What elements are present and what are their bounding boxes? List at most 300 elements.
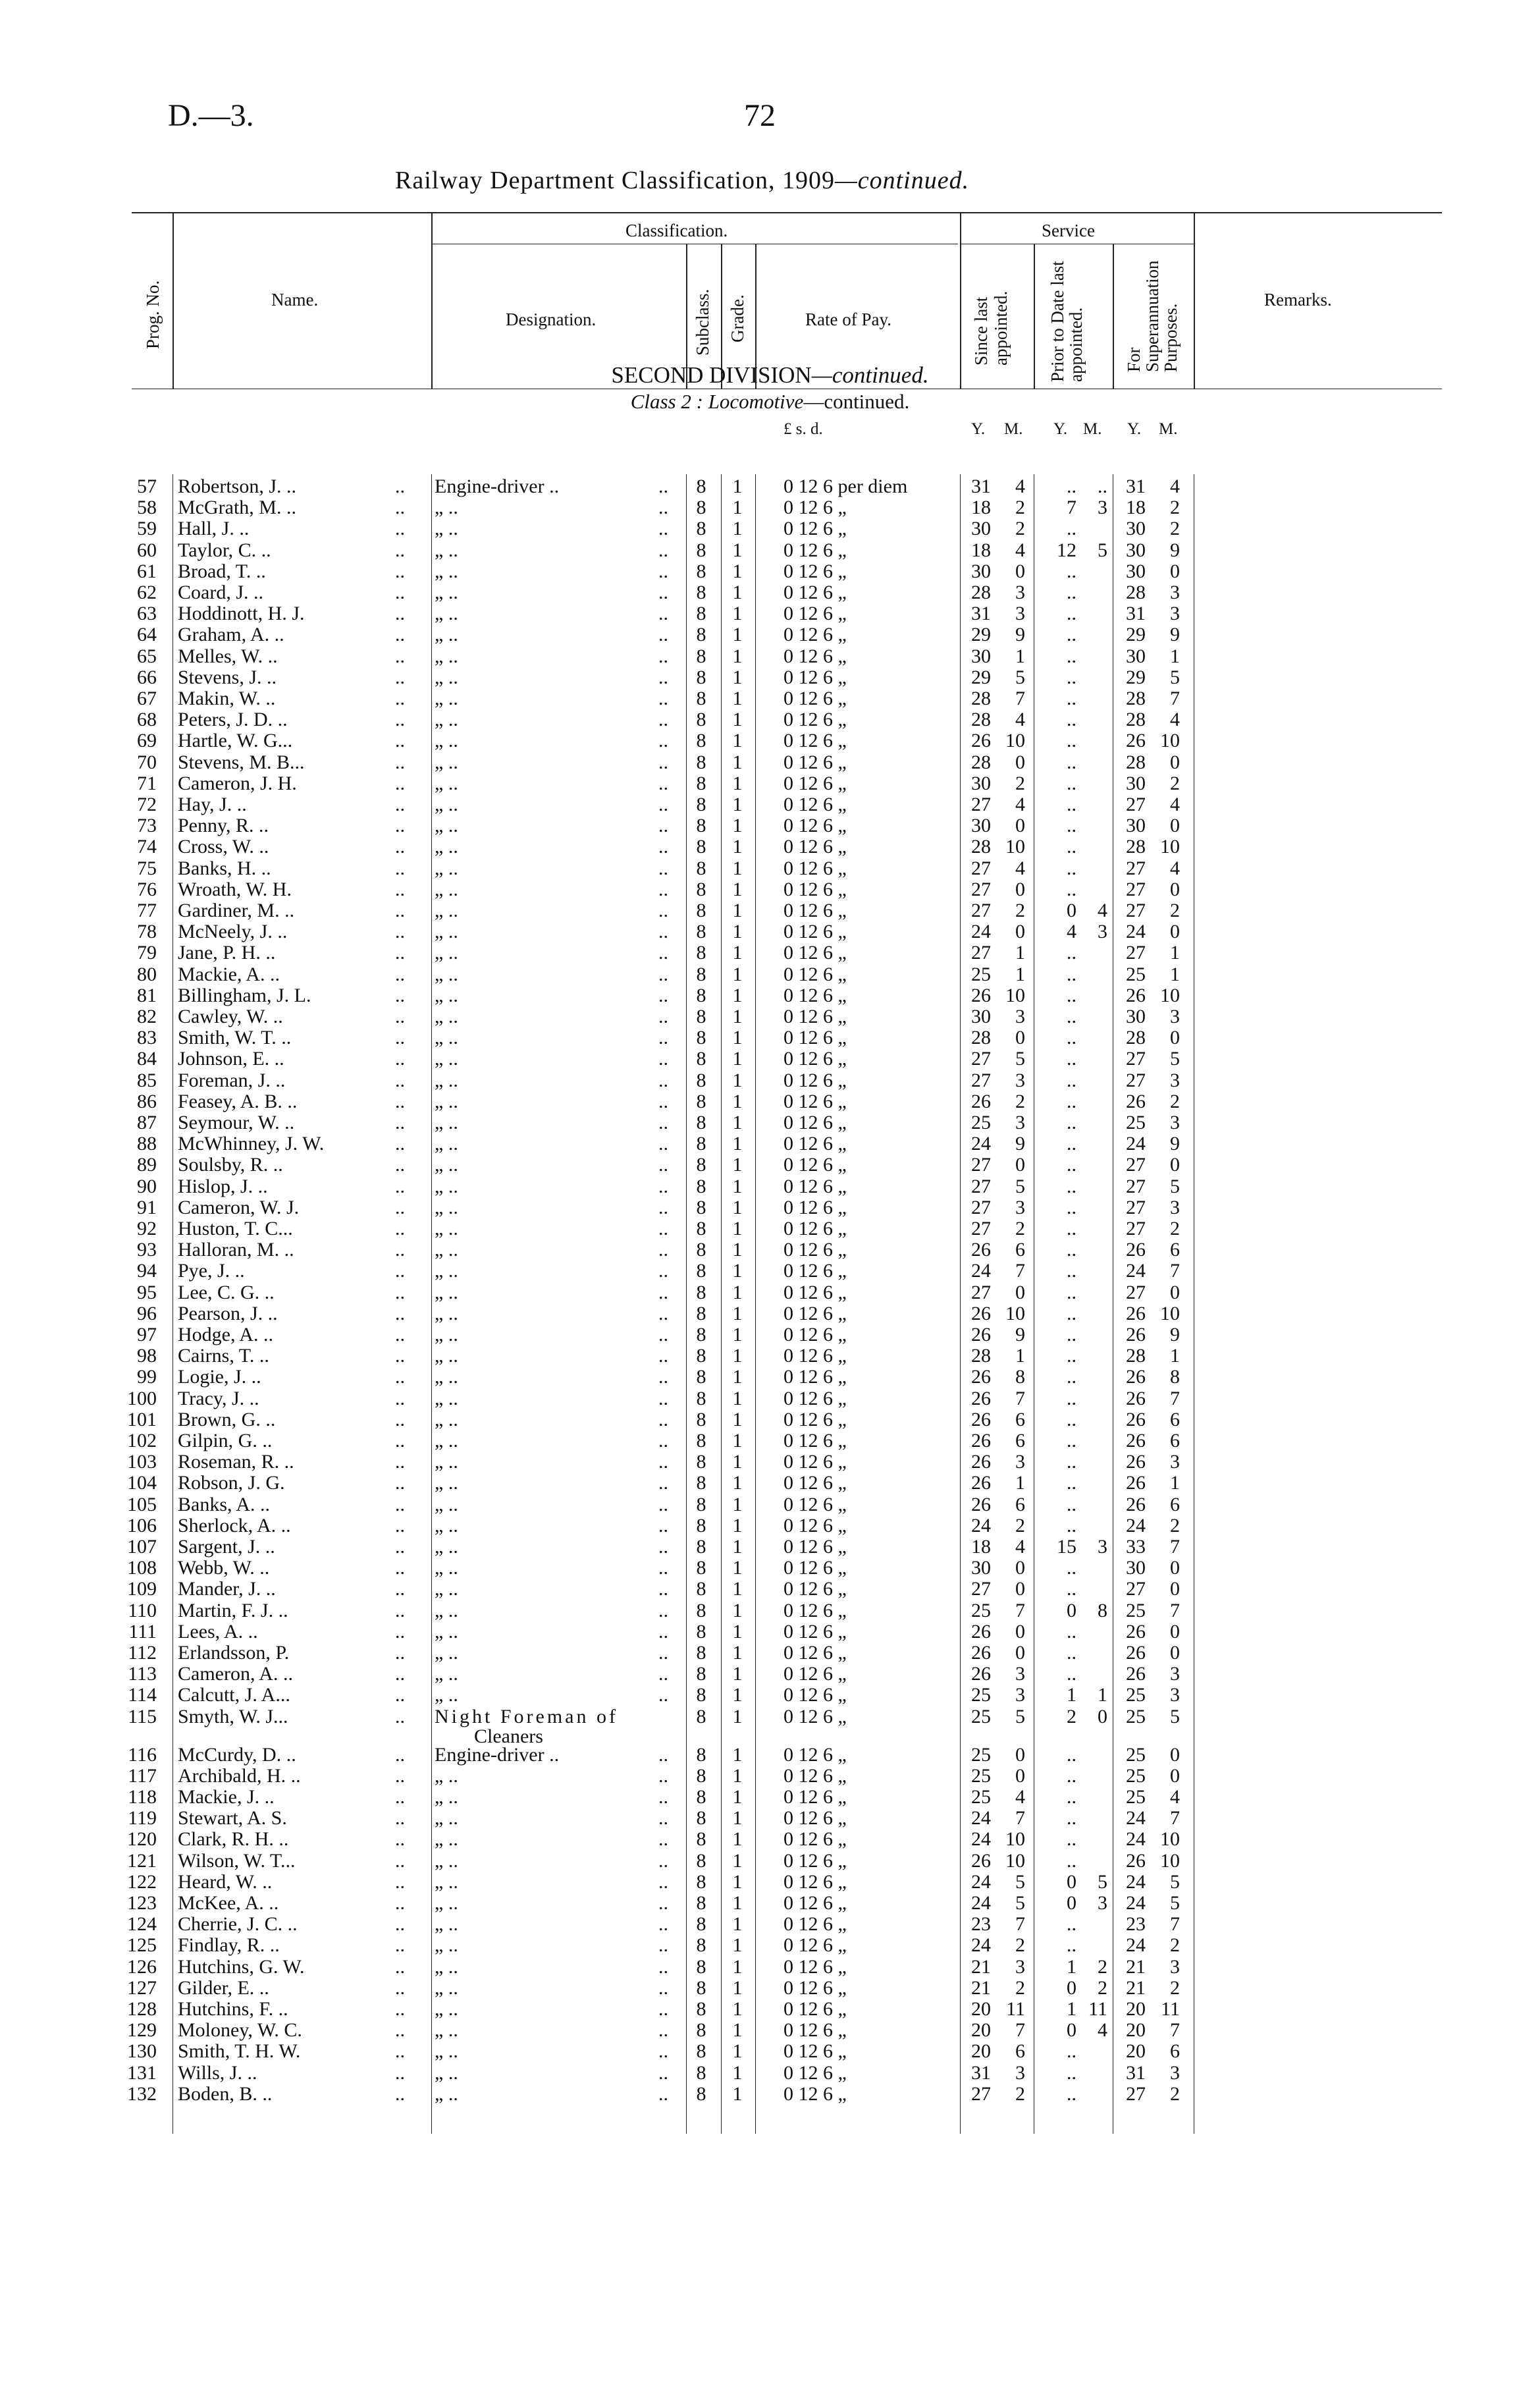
leader-dots: .. [658,1345,668,1367]
since-last-years-cell: 24 [971,1892,991,1914]
leader-dots: .. [658,709,668,731]
prog-no-cell: 62 [137,582,157,603]
name-cell: Robertson, J. .. [178,475,296,497]
page-title [395,166,969,195]
super-months-cell: 0 [1170,921,1180,943]
grade-cell: 1 [732,1642,743,1664]
leader-dots: .. [395,1976,405,1999]
prior-months-cell: .. [1098,475,1107,497]
since-last-months-cell: 0 [1015,815,1025,837]
table-row [0,773,1540,795]
class-suffix: —continued. [803,390,910,413]
super-years-cell: 27 [1126,1175,1146,1197]
prior-years-cell: .. [1067,1048,1076,1070]
leader-dots: .. [395,1892,405,1914]
prior-years-cell: 0 [1067,1870,1076,1893]
designation-cell: „ .. [435,921,458,943]
table-row [0,900,1540,922]
prior-years-cell: .. [1067,2061,1076,2084]
leader-dots: .. [395,582,405,603]
rate-of-pay-cell: 0 12 6 „ [783,984,847,1006]
table-row [0,582,1540,604]
name-cell: Sargent, J. .. [178,1536,275,1558]
leader-dots: .. [658,1472,668,1494]
grade-cell: 1 [732,815,743,837]
since-last-years-cell: 27 [971,878,991,900]
subclass-cell: 8 [696,1705,706,1727]
grade-header: Grade. [728,294,747,342]
name-cell: Wilson, W. T... [178,1849,296,1872]
grade-cell: 1 [732,1281,743,1303]
designation-cell: „ .. [435,1218,458,1239]
since-last-months-cell: 0 [1015,1557,1025,1579]
since-last-months-cell: 3 [1015,1112,1025,1133]
prior-years-cell: .. [1067,1133,1076,1155]
prior-years-cell: .. [1067,1090,1076,1112]
prior-months-cell: 4 [1098,900,1107,921]
designation-cell: „ .. [435,1366,458,1388]
super-years-cell: 18 [1126,497,1146,519]
prog-no-cell: 91 [137,1196,157,1218]
super-years-cell: 30 [1126,772,1146,794]
super-years-cell: 30 [1126,1557,1146,1579]
prog-no-cell: 124 [127,1913,157,1936]
prior-years-cell: .. [1067,1743,1076,1766]
leader-dots: .. [658,603,668,625]
prog-no-cell: 61 [137,560,157,582]
prog-no-cell: 112 [128,1642,157,1664]
since-last-years-cell: 24 [971,1870,991,1893]
since-last-years-cell: 27 [971,1154,991,1176]
name-cell: McNeely, J. .. [178,921,288,943]
prog-no-cell: 79 [137,942,157,964]
super-months-cell: 0 [1170,751,1180,773]
since-last-years-cell: 25 [971,1764,991,1787]
leader-dots: .. [658,1175,668,1197]
table-row [0,1705,1540,1747]
subclass-cell: 8 [696,539,706,561]
designation-cell: „ .. [435,900,458,921]
since-last-months-cell: 7 [1015,1599,1025,1621]
designation-cell: „ .. [435,942,458,964]
name-cell: Hall, J. .. [178,518,250,540]
super-months-cell: 3 [1170,1006,1180,1027]
subclass-cell: 8 [696,1557,706,1579]
super-months-cell: 5 [1170,1175,1180,1197]
grade-cell: 1 [732,475,743,497]
since-last-months-cell: 0 [1015,1027,1025,1049]
since-last-years-cell: 28 [971,836,991,858]
subclass-cell: 8 [696,1366,706,1388]
since-last-years-cell: 26 [971,1387,991,1409]
prior-months-cell: 3 [1098,497,1107,519]
super-months-cell: 7 [1170,1536,1180,1558]
prior-years-cell: .. [1067,1302,1076,1324]
since-last-months-cell: 5 [1015,1892,1025,1914]
since-last-months-cell: 9 [1015,624,1025,646]
super-years-cell: 27 [1126,1218,1146,1239]
grade-cell: 1 [732,1196,743,1218]
grade-cell: 1 [732,1324,743,1345]
since-last-years-cell: 28 [971,751,991,773]
rate-of-pay-cell: 0 12 6 „ [783,603,847,625]
name-cell: Halloran, M. .. [178,1239,294,1261]
title-suffix: —continued. [834,167,970,194]
rate-of-pay-cell: 0 12 6 „ [783,1345,847,1367]
since-last-years-cell: 30 [971,518,991,540]
name-cell: Webb, W. .. [178,1557,270,1579]
leader-dots: .. [658,1260,668,1282]
prior-years-cell: .. [1067,963,1076,985]
super-years-cell: 28 [1126,582,1146,603]
prior-months-cell: 11 [1088,1998,1107,2020]
leader-dots: .. [658,984,668,1006]
subclass-cell: 8 [696,2040,706,2063]
grade-cell: 1 [732,1955,743,1978]
since-last-months-cell: 10 [1005,836,1025,858]
designation-cell: „ .. [435,730,458,752]
designation-cell: „ .. [435,497,458,519]
since-last-months-cell: 10 [1005,730,1025,752]
super-years-cell: 24 [1126,1934,1146,1957]
grade-cell: 1 [732,1112,743,1133]
grade-cell: 1 [732,963,743,985]
rate-of-pay-cell: 0 12 6 „ [783,1493,847,1515]
super-years-cell: 27 [1126,2082,1146,2105]
leader-dots: .. [658,1955,668,1978]
subclass-cell: 8 [696,560,706,582]
table-row [0,1934,1540,1957]
since-last-years-cell: 18 [971,497,991,519]
leader-dots: .. [395,1493,405,1515]
grade-cell: 1 [732,1069,743,1091]
rate-of-pay-cell: 0 12 6 „ [783,1006,847,1027]
prior-years-cell: .. [1067,1578,1076,1600]
leader-dots: .. [395,1764,405,1787]
prior-years-cell: .. [1067,1112,1076,1133]
grade-cell: 1 [732,730,743,752]
rate-of-pay-cell: 0 12 6 „ [783,1196,847,1218]
name-cell: Calcutt, J. A... [178,1684,290,1706]
leader-dots: .. [658,1743,668,1766]
prior-years-cell: .. [1067,1849,1076,1872]
prior-months-cell: 2 [1098,1976,1107,1999]
super-years-cell: 21 [1126,1955,1146,1978]
since-last-months-cell: 2 [1015,772,1025,794]
super-years-cell: 25 [1126,1599,1146,1621]
since-last-months-cell: 9 [1015,1133,1025,1155]
subclass-cell: 8 [696,1514,706,1536]
subclass-cell: 8 [696,1218,706,1239]
leader-dots: .. [395,1705,405,1727]
subclass-cell: 8 [696,942,706,964]
subclass-cell: 8 [696,1828,706,1851]
grade-cell: 1 [732,1892,743,1914]
grade-cell: 1 [732,1828,743,1851]
prog-no-cell: 99 [137,1366,157,1388]
prog-no-cell: 66 [137,666,157,688]
designation-cell: „ .. [435,1048,458,1070]
grade-cell: 1 [732,1451,743,1473]
name-cell: McWhinney, J. W. [178,1133,325,1155]
leader-dots: .. [395,984,405,1006]
super-months-cell: 2 [1170,900,1180,921]
super-months-cell: 5 [1170,666,1180,688]
leader-dots: .. [658,751,668,773]
prog-no-cell: 115 [128,1705,157,1727]
since-last-months-cell: 3 [1015,1451,1025,1473]
name-cell: Coard, J. .. [178,582,263,603]
leader-dots: .. [395,560,405,582]
leader-dots: .. [658,1090,668,1112]
leader-dots: .. [658,2061,668,2084]
super-months-cell: 2 [1170,2082,1180,2105]
designation-cell: „ .. [435,2019,458,2042]
name-cell: Stevens, M. B... [178,751,305,773]
prog-no-cell: 78 [137,921,157,943]
since-last-months-cell: 3 [1015,2061,1025,2084]
since-last-years-cell: 18 [971,539,991,561]
leader-dots: .. [395,518,405,540]
super-months-cell: 2 [1170,1934,1180,1957]
since-last-months-cell: 0 [1015,1764,1025,1787]
since-last-years-cell: 25 [971,1705,991,1727]
since-last-years-cell: 31 [971,603,991,625]
leader-dots: .. [395,1451,405,1473]
grade-cell: 1 [732,1090,743,1112]
prog-no-cell: 74 [137,836,157,858]
rate-of-pay-cell: 0 12 6 „ [783,1239,847,1261]
months-unit-label: M. [1004,420,1023,438]
since-last-years-cell: 26 [971,984,991,1006]
prog-no-cell: 128 [127,1998,157,2020]
table-row [0,1578,1540,1600]
subclass-cell: 8 [696,1663,706,1685]
classification-header: Classification. [625,221,728,240]
super-years-cell: 26 [1126,1408,1146,1430]
table-row [0,857,1540,880]
name-cell: Cross, W. .. [178,836,269,858]
leader-dots: .. [658,1578,668,1600]
leader-dots: .. [395,1599,405,1621]
since-last-months-cell: 5 [1015,1705,1025,1727]
designation-cell: „ .. [435,1998,458,2020]
super-months-cell: 9 [1170,1324,1180,1345]
super-months-cell: 3 [1170,1112,1180,1133]
prog-no-cell: 85 [137,1069,157,1091]
table-row [0,1388,1540,1410]
designation-cell: „ .. [435,794,458,815]
super-years-cell: 28 [1126,1345,1146,1367]
table-row [0,1303,1540,1325]
prior-years-cell: .. [1067,772,1076,794]
leader-dots: .. [395,772,405,794]
name-cell: Cherrie, J. C. .. [178,1913,298,1936]
leader-dots: .. [395,921,405,943]
since-last-years-cell: 30 [971,1006,991,1027]
designation-cell: „ .. [435,1976,458,1999]
leader-dots: .. [658,1006,668,1027]
since-last-months-cell: 0 [1015,878,1025,900]
subclass-cell: 8 [696,1934,706,1957]
grade-cell: 1 [732,1870,743,1893]
leader-dots: .. [395,751,405,773]
since-last-months-cell: 10 [1005,1849,1025,1872]
designation-cell: „ .. [435,539,458,561]
name-cell: Lee, C. G. .. [178,1281,275,1303]
header-top-rule [132,212,1442,213]
name-cell: Penny, R. .. [178,815,269,837]
leader-dots: .. [395,1642,405,1664]
subclass-cell: 8 [696,1345,706,1367]
prog-no-cell: 108 [127,1557,157,1579]
subclass-cell: 8 [696,1998,706,2020]
leader-dots: .. [658,1366,668,1388]
since-last-months-cell: 7 [1015,688,1025,709]
designation-cell: „ .. [435,1934,458,1957]
name-cell: Jane, P. H. .. [178,942,276,964]
since-last-months-cell: 11 [1006,1998,1025,2020]
designation-cell: „ .. [435,963,458,985]
leader-dots: .. [658,1976,668,1999]
since-last-years-cell: 24 [971,1934,991,1957]
super-years-cell: 24 [1126,1514,1146,1536]
name-cell: Erlandsson, P. [178,1642,290,1664]
since-last-years-cell: 26 [971,1849,991,1872]
grade-cell: 1 [732,1154,743,1176]
name-cell: Smyth, W. J... [178,1705,288,1727]
grade-cell: 1 [732,497,743,519]
prog-no-cell: 96 [137,1302,157,1324]
super-months-cell: 0 [1170,560,1180,582]
months-unit-label: M. [1083,420,1102,438]
since-last-months-cell: 4 [1015,1786,1025,1808]
leader-dots: .. [658,1557,668,1579]
grade-cell: 1 [732,1366,743,1388]
name-cell: Seymour, W. .. [178,1112,295,1133]
super-years-cell: 33 [1126,1536,1146,1558]
name-cell: Hutchins, F. .. [178,1998,288,2020]
super-years-cell: 24 [1126,1807,1146,1830]
prior-years-cell: .. [1067,1620,1076,1642]
name-cell: McCurdy, D. .. [178,1743,296,1766]
table-row [0,1324,1540,1346]
subclass-cell: 8 [696,1154,706,1176]
leader-dots: .. [658,878,668,900]
since-last-years-cell: 25 [971,1684,991,1706]
leader-dots: .. [658,1998,668,2020]
since-last-years-cell: 24 [971,1260,991,1282]
subclass-cell: 8 [696,1578,706,1600]
table-row [0,1765,1540,1787]
leader-dots: .. [395,539,405,561]
table-row [0,1850,1540,1872]
super-years-cell: 27 [1126,1048,1146,1070]
designation-cell: „ .. [435,624,458,646]
designation-cell: „ .. [435,1536,458,1558]
since-last-years-cell: 26 [971,1366,991,1388]
leader-dots: .. [395,1196,405,1218]
designation-cell: „ .. [435,1955,458,1978]
super-years-cell: 26 [1126,1451,1146,1473]
prior-years-cell: .. [1067,582,1076,603]
rate-of-pay-cell: 0 12 6 „ [783,1976,847,1999]
leader-dots: .. [395,1743,405,1766]
table-row [0,1977,1540,1999]
leader-dots: .. [395,1069,405,1091]
name-cell: Stewart, A. S. [178,1807,287,1830]
prior-years-cell: .. [1067,1472,1076,1494]
prior-years-cell: 1 [1067,1955,1076,1978]
since-last-years-cell: 31 [971,2061,991,2084]
leader-dots: .. [395,1408,405,1430]
super-years-cell: 25 [1126,1743,1146,1766]
prog-no-cell: 117 [128,1764,157,1787]
leader-dots: .. [395,1430,405,1452]
leader-dots: .. [658,857,668,879]
rate-of-pay-cell: 0 12 6 „ [783,1133,847,1155]
since-last-years-cell: 27 [971,1196,991,1218]
since-last-years-cell: 29 [971,666,991,688]
prog-no-cell: 113 [128,1663,157,1685]
since-last-years-cell: 27 [971,1069,991,1091]
leader-dots: .. [658,942,668,964]
leader-dots: .. [395,709,405,731]
since-last-years-cell: 25 [971,1599,991,1621]
designation-cell: „ .. [435,984,458,1006]
grade-cell: 1 [732,1430,743,1452]
since-last-years-cell: 27 [971,857,991,879]
super-years-cell: 26 [1126,730,1146,752]
leader-dots: .. [395,1663,405,1685]
name-header: Name. [271,290,319,310]
super-months-cell: 7 [1170,1260,1180,1282]
leader-dots: .. [658,2019,668,2042]
super-years-cell: 27 [1126,878,1146,900]
designation-cell: „ .. [435,1154,458,1176]
subclass-cell: 8 [696,1027,706,1049]
subclass-cell: 8 [696,857,706,879]
leader-dots: .. [658,497,668,519]
since-last-years-cell: 26 [971,1324,991,1345]
prior-years-cell: .. [1067,518,1076,540]
table-row [0,942,1540,964]
leader-dots: .. [658,1281,668,1303]
rate-of-pay-cell: 0 12 6 „ [783,1408,847,1430]
rate-of-pay-cell: 0 12 6 „ [783,963,847,985]
prog-no-cell: 121 [127,1849,157,1872]
rate-of-pay-cell: 0 12 6 „ [783,794,847,815]
prog-no-cell: 118 [128,1786,157,1808]
rate-of-pay-cell: 0 12 6 „ [783,1048,847,1070]
subclass-cell: 8 [696,1913,706,1936]
name-cell: Martin, F. J. .. [178,1599,288,1621]
super-years-cell: 23 [1126,1913,1146,1936]
prog-no-cell: 67 [137,688,157,709]
since-last-months-cell: 2 [1015,518,1025,540]
grade-cell: 1 [732,857,743,879]
super-months-cell: 0 [1170,878,1180,900]
prog-no-cell: 97 [137,1324,157,1345]
prior-years-cell: .. [1067,560,1076,582]
leader-dots: .. [658,1196,668,1218]
table-row [0,1345,1540,1367]
leader-dots: .. [658,1870,668,1893]
prog-no-cell: 111 [128,1620,157,1642]
name-cell: Robson, J. G. [178,1472,285,1494]
table-row [0,879,1540,901]
name-cell: Lees, A. .. [178,1620,258,1642]
